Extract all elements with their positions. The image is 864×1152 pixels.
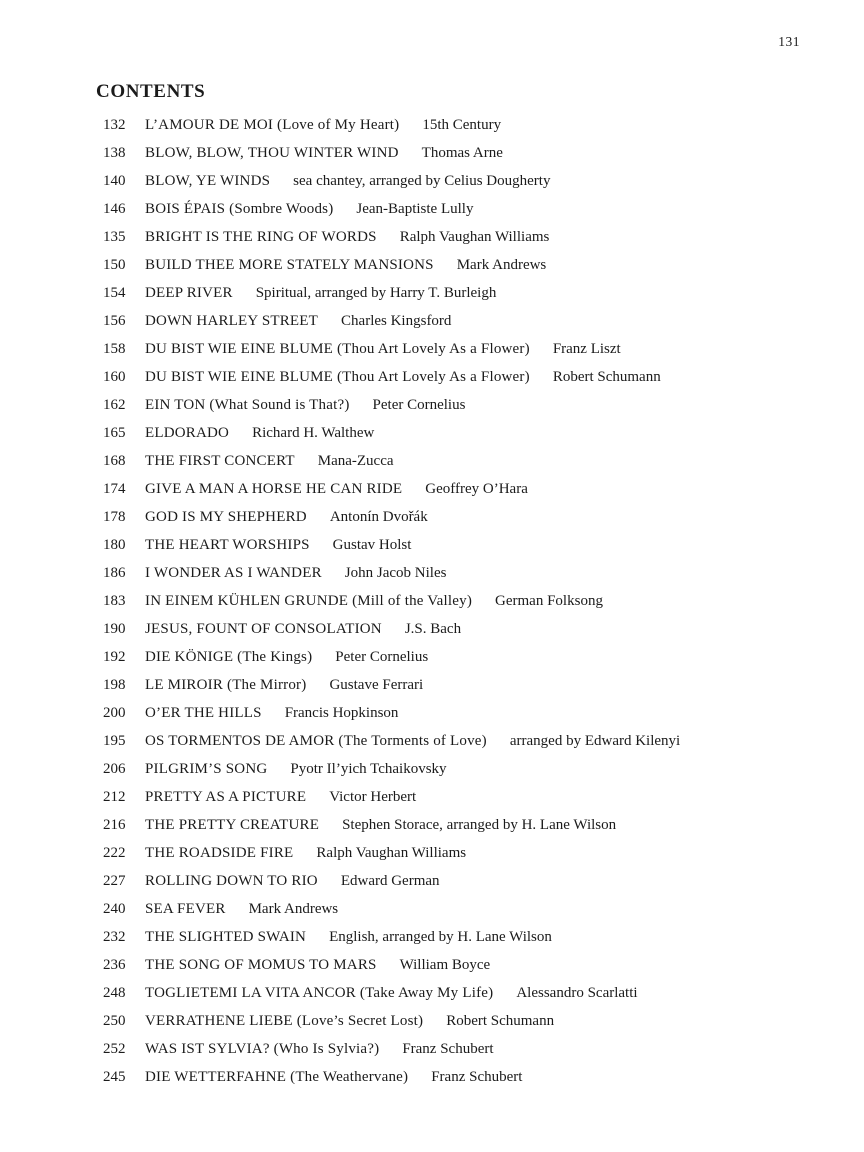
entry-page-number: 158: [103, 341, 126, 357]
entry-title: DOWN HARLEY STREET: [145, 313, 319, 329]
entry-composer: Franz Schubert: [431, 1069, 523, 1085]
entry-title: THE SLIGHTED SWAIN: [145, 929, 307, 945]
toc-entry: [103, 677, 824, 705]
entry-page-number: 150: [103, 257, 126, 273]
toc-entry: [103, 341, 824, 369]
entry-composer: English, arranged by H. Lane Wilson: [329, 929, 552, 945]
entry-composer: Geoffrey O’Hara: [425, 481, 528, 497]
entry-page-number: 240: [103, 901, 126, 917]
entry-page-number: 162: [103, 397, 126, 413]
entry-title: THE HEART WORSHIPS: [145, 537, 310, 553]
toc-entry: [103, 1013, 824, 1041]
entry-title: THE ROADSIDE FIRE: [145, 845, 294, 861]
entry-page-number: 138: [103, 145, 126, 161]
entry-page-number: 146: [103, 201, 126, 217]
entry-page-number: 227: [103, 873, 126, 889]
entry-page-number: 168: [103, 453, 126, 469]
entry-composer: Robert Schumann: [446, 1013, 555, 1029]
toc-entry: [103, 845, 824, 873]
toc-entry: [103, 117, 824, 145]
toc-entry: [103, 565, 824, 593]
entry-title: THE FIRST CONCERT: [145, 453, 295, 469]
entry-composer: Gustave Ferrari: [329, 677, 424, 693]
entry-composer: Gustav Holst: [332, 537, 412, 553]
entry-title: EIN TON (What Sound is That?): [145, 397, 350, 413]
entry-composer: Alessandro Scarlatti: [516, 985, 638, 1001]
toc-entry: [103, 761, 824, 789]
entry-title: PRETTY AS A PICTURE: [145, 789, 307, 805]
toc-entry: [103, 425, 824, 453]
entry-title: LE MIROIR (The Mirror): [145, 677, 307, 693]
toc-entry: [103, 537, 824, 565]
entry-composer: Richard H. Walthew: [252, 425, 375, 441]
entry-title: PILGRIM’S SONG: [145, 761, 268, 777]
entry-composer: Antonín Dvořák: [329, 509, 428, 525]
entry-composer: John Jacob Niles: [344, 565, 447, 581]
entry-page-number: 236: [103, 957, 126, 973]
toc-entry: [103, 789, 824, 817]
toc-entry: [103, 369, 824, 397]
entry-title: BRIGHT IS THE RING OF WORDS: [145, 229, 377, 245]
entry-title: DEEP RIVER: [145, 285, 233, 301]
entry-title: SEA FEVER: [145, 901, 226, 917]
entry-composer: Mana-Zucca: [317, 453, 394, 469]
entry-composer: Peter Cornelius: [335, 649, 429, 665]
toc-entry: [103, 285, 824, 313]
entry-title: GIVE A MAN A HORSE HE CAN RIDE: [145, 481, 403, 497]
entry-title: JESUS, FOUNT OF CONSOLATION: [145, 621, 382, 637]
entry-page-number: 248: [103, 985, 126, 1001]
entry-title: WAS IST SYLVIA? (Who Is Sylvia?): [145, 1041, 380, 1057]
entry-page-number: 206: [103, 761, 126, 777]
toc-entry: [103, 397, 824, 425]
entry-title: IN EINEM KÜHLEN GRUNDE (Mill of the Valley): [145, 593, 473, 609]
entry-page-number: 132: [103, 117, 126, 133]
entry-composer: Ralph Vaughan Williams: [399, 229, 550, 245]
entry-page-number: 174: [103, 481, 126, 497]
entry-title: BLOW, BLOW, THOU WINTER WIND: [145, 145, 399, 161]
entry-title: THE PRETTY CREATURE: [145, 817, 320, 833]
entry-page-number: 216: [103, 817, 126, 833]
toc-entry: [103, 1041, 824, 1069]
entry-page-number: 160: [103, 369, 126, 385]
entry-composer: Pyotr Il’yich Tchaikovsky: [290, 761, 447, 777]
entry-page-number: 156: [103, 313, 126, 329]
entry-composer: Franz Liszt: [552, 341, 621, 357]
entry-title: DU BIST WIE EINE BLUME (Thou Art Lovely As a Flower): [145, 369, 530, 385]
entry-page-number: 200: [103, 705, 126, 721]
entry-composer: Charles Kingsford: [341, 313, 452, 329]
entry-composer: 15th Century: [422, 117, 502, 133]
entry-page-number: 250: [103, 1013, 126, 1029]
toc-entry: [103, 173, 824, 201]
toc-entry: [103, 145, 824, 173]
entry-composer: Spiritual, arranged by Harry T. Burleigh: [255, 285, 497, 301]
entry-composer: German Folksong: [495, 593, 603, 609]
entry-page-number: 190: [103, 621, 126, 637]
entry-composer: Mark Andrews: [248, 901, 339, 917]
entry-composer: Franz Schubert: [402, 1041, 494, 1057]
entry-title: TOGLIETEMI LA VITA ANCOR (Take Away My Life): [145, 985, 494, 1001]
entry-composer: Edward German: [340, 873, 440, 889]
entry-title: BUILD THEE MORE STATELY MANSIONS: [145, 257, 434, 273]
entry-title: BOIS ÉPAIS (Sombre Woods): [145, 201, 334, 217]
entry-page-number: 180: [103, 537, 126, 553]
entry-title: DU BIST WIE EINE BLUME (Thou Art Lovely As a Flower): [145, 341, 530, 357]
toc-entry: [103, 985, 824, 1013]
entry-composer: Jean-Baptiste Lully: [356, 201, 474, 217]
entry-title: L’AMOUR DE MOI (Love of My Heart): [145, 117, 400, 133]
entry-page-number: 183: [103, 593, 126, 609]
toc-entry: [103, 957, 824, 985]
entry-composer: Francis Hopkinson: [284, 705, 399, 721]
entry-title: O’ER THE HILLS: [145, 705, 262, 721]
entry-composer: Thomas Arne: [421, 145, 503, 161]
entry-title: OS TORMENTOS DE AMOR (The Torments of Love): [145, 733, 487, 749]
toc-entry: [103, 649, 824, 677]
toc-entry: [103, 229, 824, 257]
entry-page-number: 135: [103, 229, 126, 245]
toc-entry: [103, 621, 824, 649]
toc-entry: [103, 901, 824, 929]
entry-page-number: 154: [103, 285, 126, 301]
entry-composer: Victor Herbert: [329, 789, 417, 805]
toc-entry: [103, 201, 824, 229]
entry-composer: William Boyce: [399, 957, 491, 973]
toc-entry: [103, 313, 824, 341]
entry-composer: sea chantey, arranged by Celius Dougherty: [293, 173, 551, 189]
entry-page-number: 245: [103, 1069, 126, 1085]
entry-page-number: 140: [103, 173, 126, 189]
toc-entry: [103, 817, 824, 845]
toc-entry: [103, 453, 824, 481]
entry-title: BLOW, YE WINDS: [145, 173, 271, 189]
entry-composer: Peter Cornelius: [372, 397, 466, 413]
toc-entry: [103, 481, 824, 509]
entry-title: ROLLING DOWN TO RIO: [145, 873, 318, 889]
entry-page-number: 186: [103, 565, 126, 581]
entry-page-number: 198: [103, 677, 126, 693]
entry-title: ELDORADO: [145, 425, 230, 441]
page-number: 131: [778, 34, 800, 49]
entry-composer: J.S. Bach: [404, 621, 462, 637]
entry-page-number: 178: [103, 509, 126, 525]
entry-composer: Ralph Vaughan Williams: [316, 845, 467, 861]
entry-title: VERRATHENE LIEBE (Love’s Secret Lost): [145, 1013, 424, 1029]
toc-entry: [103, 509, 824, 537]
entry-page-number: 212: [103, 789, 126, 805]
entry-page-number: 192: [103, 649, 126, 665]
entry-composer: Stephen Storace, arranged by H. Lane Wilson: [342, 817, 617, 833]
entry-page-number: 195: [103, 733, 126, 749]
toc-entry: [103, 733, 824, 761]
toc-entry: [103, 873, 824, 901]
entry-composer: Mark Andrews: [456, 257, 547, 273]
contents-heading: CONTENTS: [96, 81, 206, 102]
toc-entry: [103, 1069, 824, 1097]
entry-title: DIE WETTERFAHNE (The Weathervane): [145, 1069, 409, 1085]
entry-page-number: 232: [103, 929, 126, 945]
entry-title: I WONDER AS I WANDER: [145, 565, 322, 581]
entry-page-number: 165: [103, 425, 126, 441]
entry-title: DIE KÖNIGE (The Kings): [145, 649, 313, 665]
toc-list: [103, 117, 824, 1097]
toc-entry: [103, 257, 824, 285]
entry-composer: arranged by Edward Kilenyi: [509, 733, 681, 749]
entry-title: GOD IS MY SHEPHERD: [145, 509, 307, 525]
entry-title: THE SONG OF MOMUS TO MARS: [145, 957, 377, 973]
toc-entry: [103, 929, 824, 957]
toc-entry: [103, 593, 824, 621]
toc-entry: [103, 705, 824, 733]
entry-composer: Robert Schumann: [552, 369, 661, 385]
entry-page-number: 252: [103, 1041, 126, 1057]
entry-page-number: 222: [103, 845, 126, 861]
